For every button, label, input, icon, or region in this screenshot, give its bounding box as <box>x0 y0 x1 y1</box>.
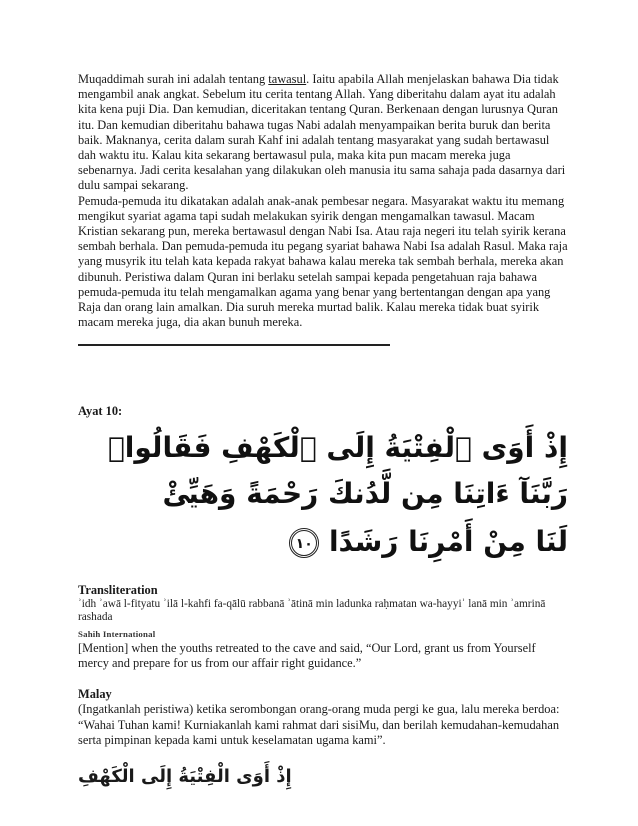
english-translation: [Mention] when the youths retreated to the cave and said, “Our Lord, grant us from Yourself mercy and prepare for us from our affair right guidance.” <box>78 640 536 671</box>
intro-text-start: Muqaddimah surah ini adalah tentang <box>78 72 269 86</box>
arabic-verse-line-2 <box>78 519 568 565</box>
intro-paragraph-2: Pemuda-pemuda itu dikatakan adalah anak-anak pembesar negara. Masyarakat waktu itu memang mengikut syariat agama tapi sudah melakukan syirik dengan mengamalkan tawasul. Macam Kristian sekarang pun, mereka bertawasul dengan Nabi Isa. Atau raja negeri itu telah syirik kerana sembah berhala. Dan pemuda-pemuda itu pegang syariat bahawa Nabi Isa adalah Rasul. Maka raja yang musyrik itu telah kata kepada rakyat bahawa kalau mereka tak sembah berhala, mereka akan dibunuh. Peristiwa dalam Quran ini berlaku setelah sampai kepada pengetahuan raja bahawa pemuda-pemuda itu telah mengamalkan agama yang benar yang bertentangan dengan apa yang Raja dan orang lain amalkan. Dia suruh mereka murtad balik. Kalau mereka tidak buat syirik macam mereka juga, dia akan bunuh mereka. <box>78 193 568 330</box>
translation-source: Sahih International <box>78 628 156 639</box>
arabic-verse-line-1: إِذْ أَوَى ٱلْفِتْيَةُ إِلَى ٱلْكَهْفِ فَقَالُوا۟ رَبَّنَآ ءَاتِنَا مِن لَّدُنكَ رَحْمَةً وَهَيِّئْ <box>107 430 568 510</box>
intro-paragraph-1 <box>78 72 568 194</box>
ayat-heading: Ayat 10: <box>78 403 123 418</box>
transliteration-text: ʾidh ʾawā l-fityatu ʾilā l-kahfi fa-qālū rabbanā ʾātinā min ladunka raḥmatan wa-hayyiʾ lanā min ʾamrinā rashada <box>78 597 546 624</box>
malay-heading: Malay <box>78 687 112 702</box>
ayah-number-icon: ١٠ <box>289 528 319 558</box>
arabic-verse-line-2-text: لَنَا مِنْ أَمْرِنَا رَشَدًا <box>328 524 568 558</box>
document-page <box>78 72 568 787</box>
transliteration-heading: Transliteration <box>78 582 158 597</box>
intro-text-rest: . Iaitu apabila Allah menjelaskan bahawa Dia tidak mengambil anak angkat. Sebelum itu cerita tentang Allah. Yang diberitahu dalam ayat itu adalah kita kena puji Dia. Dan kemudian, diceritakan tentang Quran. Berkenaan dengan lurusnya Quran itu. Dan kemudian diberitahu bahawa tugas Nabi adalah menyampaikan berita buruk dan berita baik. Maknanya, cerita dalam surah Kahf ini adalah tentang masyarakat yang sudah bertawasul dah waktu itu. Kalau kita sekarang bertawasul pula, maka kita pun macam mereka juga sebenarnya. Jadi cerita kesalahan yang dilakukan oleh manusia itu sama sahaja pada dasarnya dari dulu sampai sekarang. <box>78 72 566 193</box>
tawasul-link-text: tawasul <box>268 72 307 86</box>
section-divider <box>78 344 390 346</box>
malay-translation: (Ingatkanlah peristiwa) ketika serombongan orang-orang muda pergi ke gua, lalu mereka berdoa: “Wahai Tuhan kami! Kurniakanlah kami rahmat dari sisiMu, dan berilah kemudahan-kemudahan serta pimpinan kepada kami untuk keselamatan ugama kami”. <box>78 702 560 747</box>
arabic-fragment: إِذْ أَوَى الْفِتْيَةُ إِلَى الْكَهْفِ <box>78 765 292 787</box>
